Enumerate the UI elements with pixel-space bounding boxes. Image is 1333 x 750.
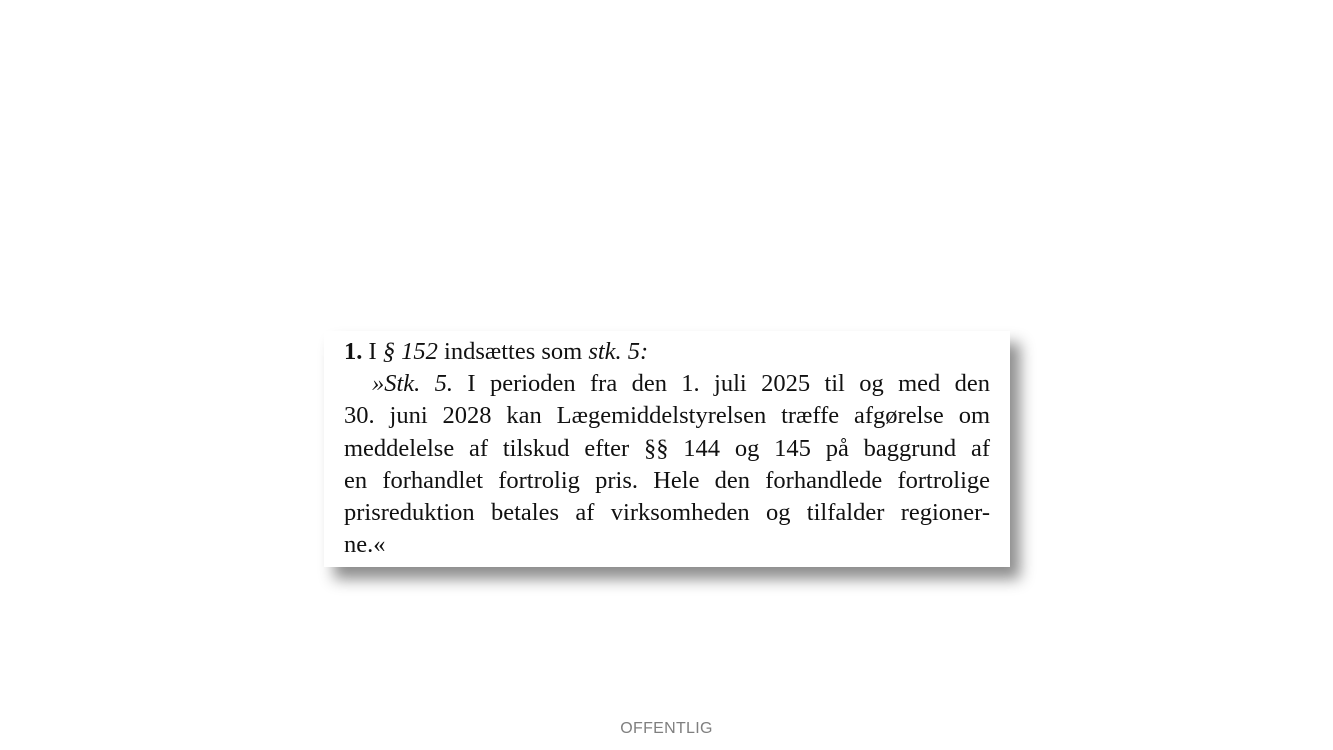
body-line-1: [344, 368, 990, 400]
body-line-2: 30. juni 2028 kan Lægemiddelstyrelsen træffe afgørelse om: [344, 402, 990, 430]
body-line-3: meddelelse af tilskud efter §§ 144 og 145 på baggrund af: [344, 434, 990, 462]
body-line-5: prisreduktion betales af virksomheden og tilfalder regioner-: [344, 499, 990, 527]
law-text-excerpt: [324, 331, 1010, 567]
amendment-body: [344, 368, 990, 561]
quote-label: »Stk. 5.: [372, 370, 454, 398]
subsection-reference: stk. 5:: [588, 338, 649, 365]
section-reference: § 152: [382, 338, 438, 365]
amendment-heading: [344, 336, 990, 368]
body-line-6: ne.«: [344, 531, 386, 559]
amendment-number: 1.: [344, 338, 363, 365]
heading-text-2: indsættes som: [444, 338, 583, 365]
classification-label: OFFENTLIG: [620, 720, 713, 737]
body-line-1-text: I perioden fra den 1. juli 2025 til og med den: [467, 370, 991, 398]
body-line-4: en forhandlet fortrolig pris. Hele den forhandlede fortrolige: [344, 466, 990, 494]
heading-text-1: I: [368, 338, 377, 365]
